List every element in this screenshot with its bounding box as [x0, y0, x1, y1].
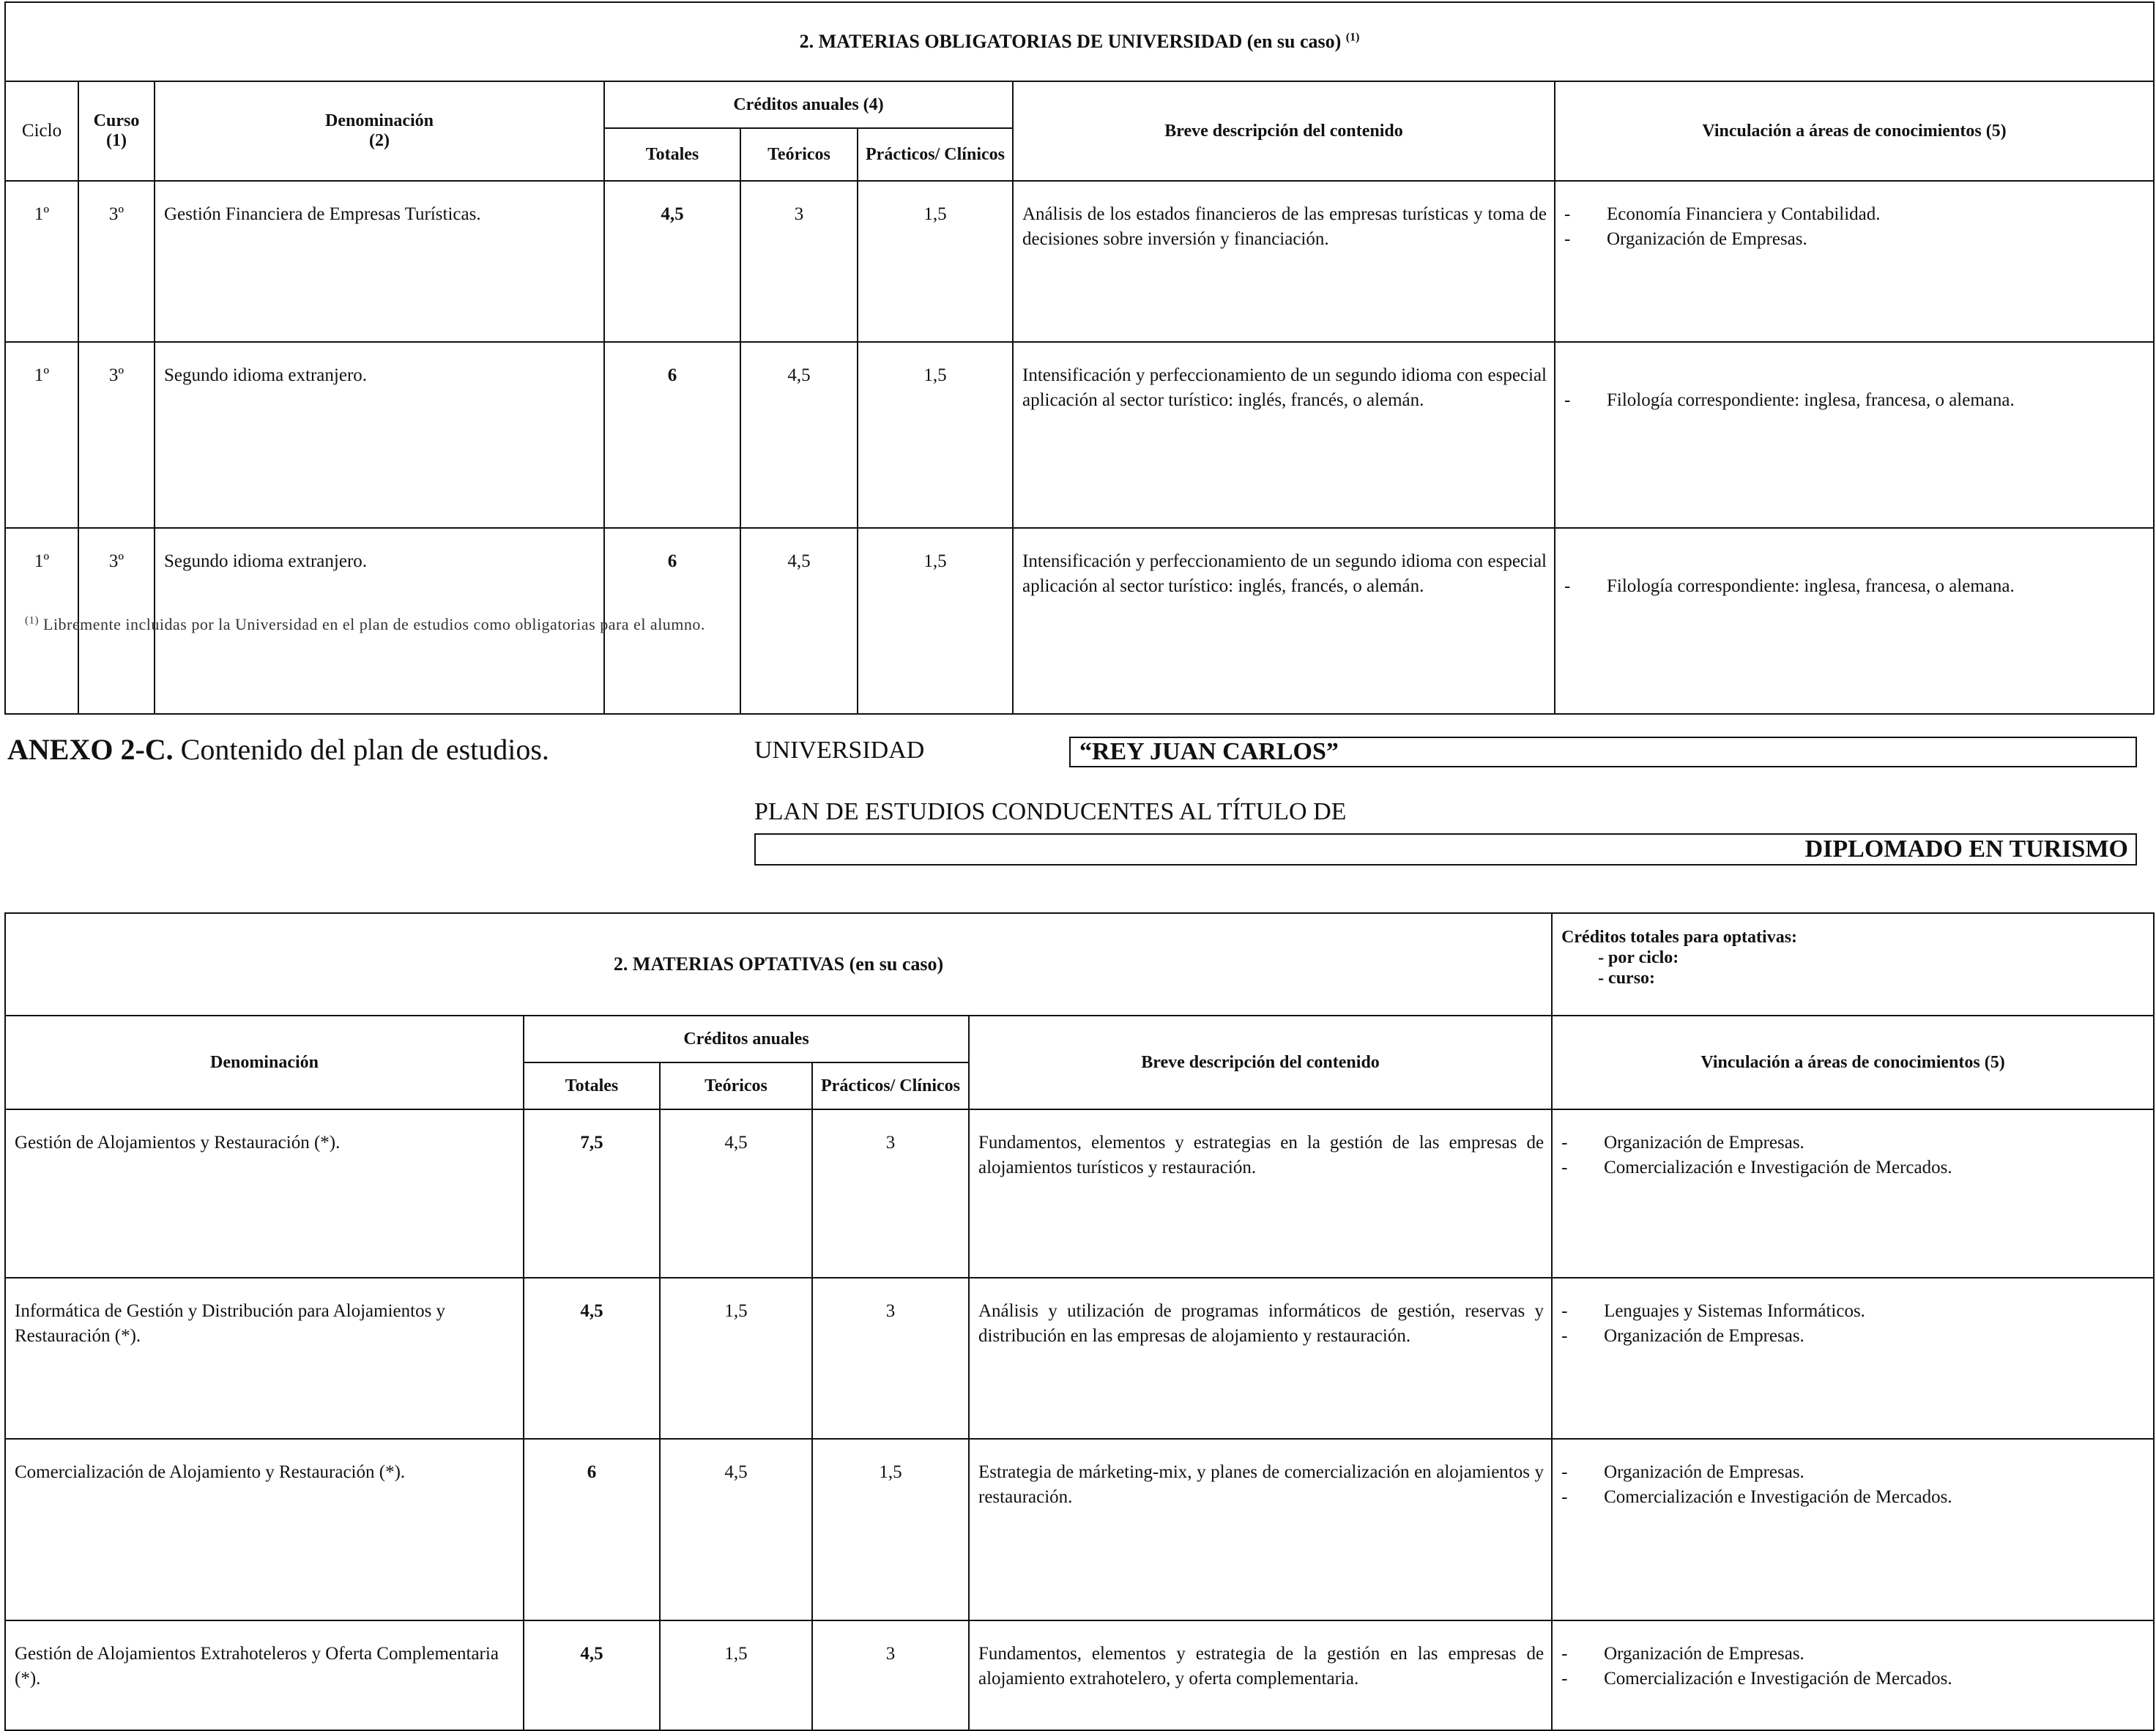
cell-teoricos: 4,5	[740, 342, 858, 528]
area-item: - Organización de Empresas.	[1560, 1131, 2153, 1155]
header-vinculacion: Vinculación a áreas de conocimientos (5)	[1552, 1016, 2154, 1109]
plan-label: PLAN DE ESTUDIOS CONDUCENTES AL TÍTULO DE	[754, 798, 1347, 825]
cell-curso: 3º	[78, 342, 155, 528]
area-item: - Organización de Empresas.	[1563, 227, 2153, 252]
cell-denominacion: Segundo idioma extranjero.	[155, 528, 604, 714]
universidad-value: “REY JUAN CARLOS”	[1069, 737, 2137, 767]
header-denominacion: Denominación	[5, 1016, 524, 1109]
cell-descripcion: Análisis y utilización de programas informáticos de gestión, reservas y distribución en las empresas de alojamiento y restauración.	[969, 1278, 1552, 1439]
optativas-table	[4, 912, 2155, 1731]
area-item: - Organización de Empresas.	[1560, 1324, 2153, 1349]
optativas-title: 2. MATERIAS OPTATIVAS (en su caso)	[5, 913, 1552, 1016]
cell-denominacion: Gestión de Alojamientos y Restauración (*).	[5, 1109, 524, 1278]
header-descripcion: Breve descripción del contenido	[969, 1016, 1552, 1109]
header-denominacion: Denominación (2)	[155, 81, 604, 181]
cell-practicos: 1,5	[858, 342, 1013, 528]
table-row	[5, 181, 2154, 342]
cell-vinculacion	[1555, 342, 2154, 528]
table-row	[5, 342, 2154, 528]
cell-totales: 7,5	[524, 1109, 660, 1278]
area-item: - Lenguajes y Sistemas Informáticos.	[1560, 1299, 2153, 1324]
cell-denominacion: Gestión de Alojamientos Extrahoteleros y Oferta Complementaria (*).	[5, 1620, 524, 1730]
obligatorias-table	[4, 1, 2155, 715]
cell-vinculacion	[1555, 181, 2154, 342]
cell-totales: 4,5	[524, 1278, 660, 1439]
cell-teoricos: 3	[740, 181, 858, 342]
area-item: - Economía Financiera y Contabilidad.	[1563, 202, 2153, 227]
cell-vinculacion	[1552, 1620, 2154, 1730]
cell-totales: 4,5	[524, 1620, 660, 1730]
cell-practicos: 3	[812, 1278, 969, 1439]
header-curso: Curso (1)	[78, 81, 155, 181]
table-row	[5, 1439, 2154, 1620]
cell-totales: 6	[604, 528, 740, 714]
cell-vinculacion	[1555, 528, 2154, 714]
area-item: - Comercialización e Investigación de Mercados.	[1560, 1155, 2153, 1180]
header-totales: Totales	[524, 1062, 660, 1109]
cell-vinculacion	[1552, 1109, 2154, 1278]
cell-teoricos: 4,5	[660, 1109, 812, 1278]
cell-denominacion: Segundo idioma extranjero.	[155, 342, 604, 528]
cell-curso: 3º	[78, 181, 155, 342]
area-item: - Filología correspondiente: inglesa, francesa, o alemana.	[1563, 574, 2153, 599]
table-row	[5, 1278, 2154, 1439]
obligatorias-title: 2. MATERIAS OBLIGATORIAS DE UNIVERSIDAD (en su caso) $^{(1)}$	[5, 2, 2154, 81]
creditos-totales-optativas: Créditos totales para optativas: - por ciclo: - curso:	[1552, 913, 2154, 1016]
cell-vinculacion	[1552, 1278, 2154, 1439]
cell-descripcion: Fundamentos, elementos y estrategia de la gestión en las empresas de alojamiento extrahotelero, y oferta complementaria.	[969, 1620, 1552, 1730]
area-item: - Organización de Empresas.	[1560, 1642, 2153, 1667]
cell-teoricos: 4,5	[740, 528, 858, 714]
anexo-heading: ANEXO 2-C. Contenido del plan de estudios.	[7, 733, 549, 766]
header-creditos: Créditos anuales (4)	[604, 81, 1013, 128]
header-ciclo: Ciclo	[5, 81, 78, 181]
cell-descripcion: Intensificación y perfeccionamiento de un segundo idioma con especial aplicación al sector turístico: inglés, francés, o alemán.	[1013, 528, 1555, 714]
header-practicos: Prácticos/ Clínicos	[858, 128, 1013, 181]
cell-denominacion: Gestión Financiera de Empresas Turísticas.	[155, 181, 604, 342]
cell-curso: 3º	[78, 528, 155, 714]
cell-descripcion: Intensificación y perfeccionamiento de un segundo idioma con especial aplicación al sector turístico: inglés, francés, o alemán.	[1013, 342, 1555, 528]
header-teoricos: Teóricos	[660, 1062, 812, 1109]
cell-vinculacion	[1552, 1439, 2154, 1620]
cell-ciclo: 1º	[5, 342, 78, 528]
cell-teoricos: 1,5	[660, 1278, 812, 1439]
cell-descripcion: Análisis de los estados financieros de las empresas turísticas y toma de decisiones sobre inversión y financiación.	[1013, 181, 1555, 342]
header-descripcion: Breve descripción del contenido	[1013, 81, 1555, 181]
header-totales: Totales	[604, 128, 740, 181]
cell-practicos: 1,5	[812, 1439, 969, 1620]
cell-teoricos: 1,5	[660, 1620, 812, 1730]
header-creditos: Créditos anuales	[524, 1016, 969, 1062]
cell-ciclo: 1º	[5, 181, 78, 342]
footnote: $^{(1)}$ Libremente incluidas por la Universidad en el plan de estudios como obligatorias para el alumno.	[25, 614, 705, 633]
cell-totales: 6	[524, 1439, 660, 1620]
area-item: - Comercialización e Investigación de Mercados.	[1560, 1667, 2153, 1691]
area-item: - Organización de Empresas.	[1560, 1460, 2153, 1485]
header-practicos: Prácticos/ Clínicos	[812, 1062, 969, 1109]
cell-denominacion: Comercialización de Alojamiento y Restauración (*).	[5, 1439, 524, 1620]
header-vinculacion: Vinculación a áreas de conocimientos (5)	[1555, 81, 2154, 181]
cell-totales: 4,5	[604, 181, 740, 342]
cell-practicos: 3	[812, 1620, 969, 1730]
header-teoricos: Teóricos	[740, 128, 858, 181]
cell-descripcion: Fundamentos, elementos y estrategias en la gestión de las empresas de alojamientos turísticos y restauración.	[969, 1109, 1552, 1278]
cell-descripcion: Estrategia de márketing-mix, y planes de comercialización en alojamientos y restauración.	[969, 1439, 1552, 1620]
area-item: - Filología correspondiente: inglesa, francesa, o alemana.	[1563, 388, 2153, 413]
cell-practicos: 3	[812, 1109, 969, 1278]
cell-teoricos: 4,5	[660, 1439, 812, 1620]
area-item: - Comercialización e Investigación de Mercados.	[1560, 1485, 2153, 1510]
cell-ciclo: 1º	[5, 528, 78, 714]
table-row	[5, 1620, 2154, 1730]
table-row	[5, 1109, 2154, 1278]
universidad-label: UNIVERSIDAD	[754, 737, 925, 764]
cell-totales: 6	[604, 342, 740, 528]
titulo-value: DIPLOMADO EN TURISMO	[754, 833, 2137, 866]
cell-denominacion: Informática de Gestión y Distribución para Alojamientos y Restauración (*).	[5, 1278, 524, 1439]
cell-practicos: 1,5	[858, 528, 1013, 714]
cell-practicos: 1,5	[858, 181, 1013, 342]
